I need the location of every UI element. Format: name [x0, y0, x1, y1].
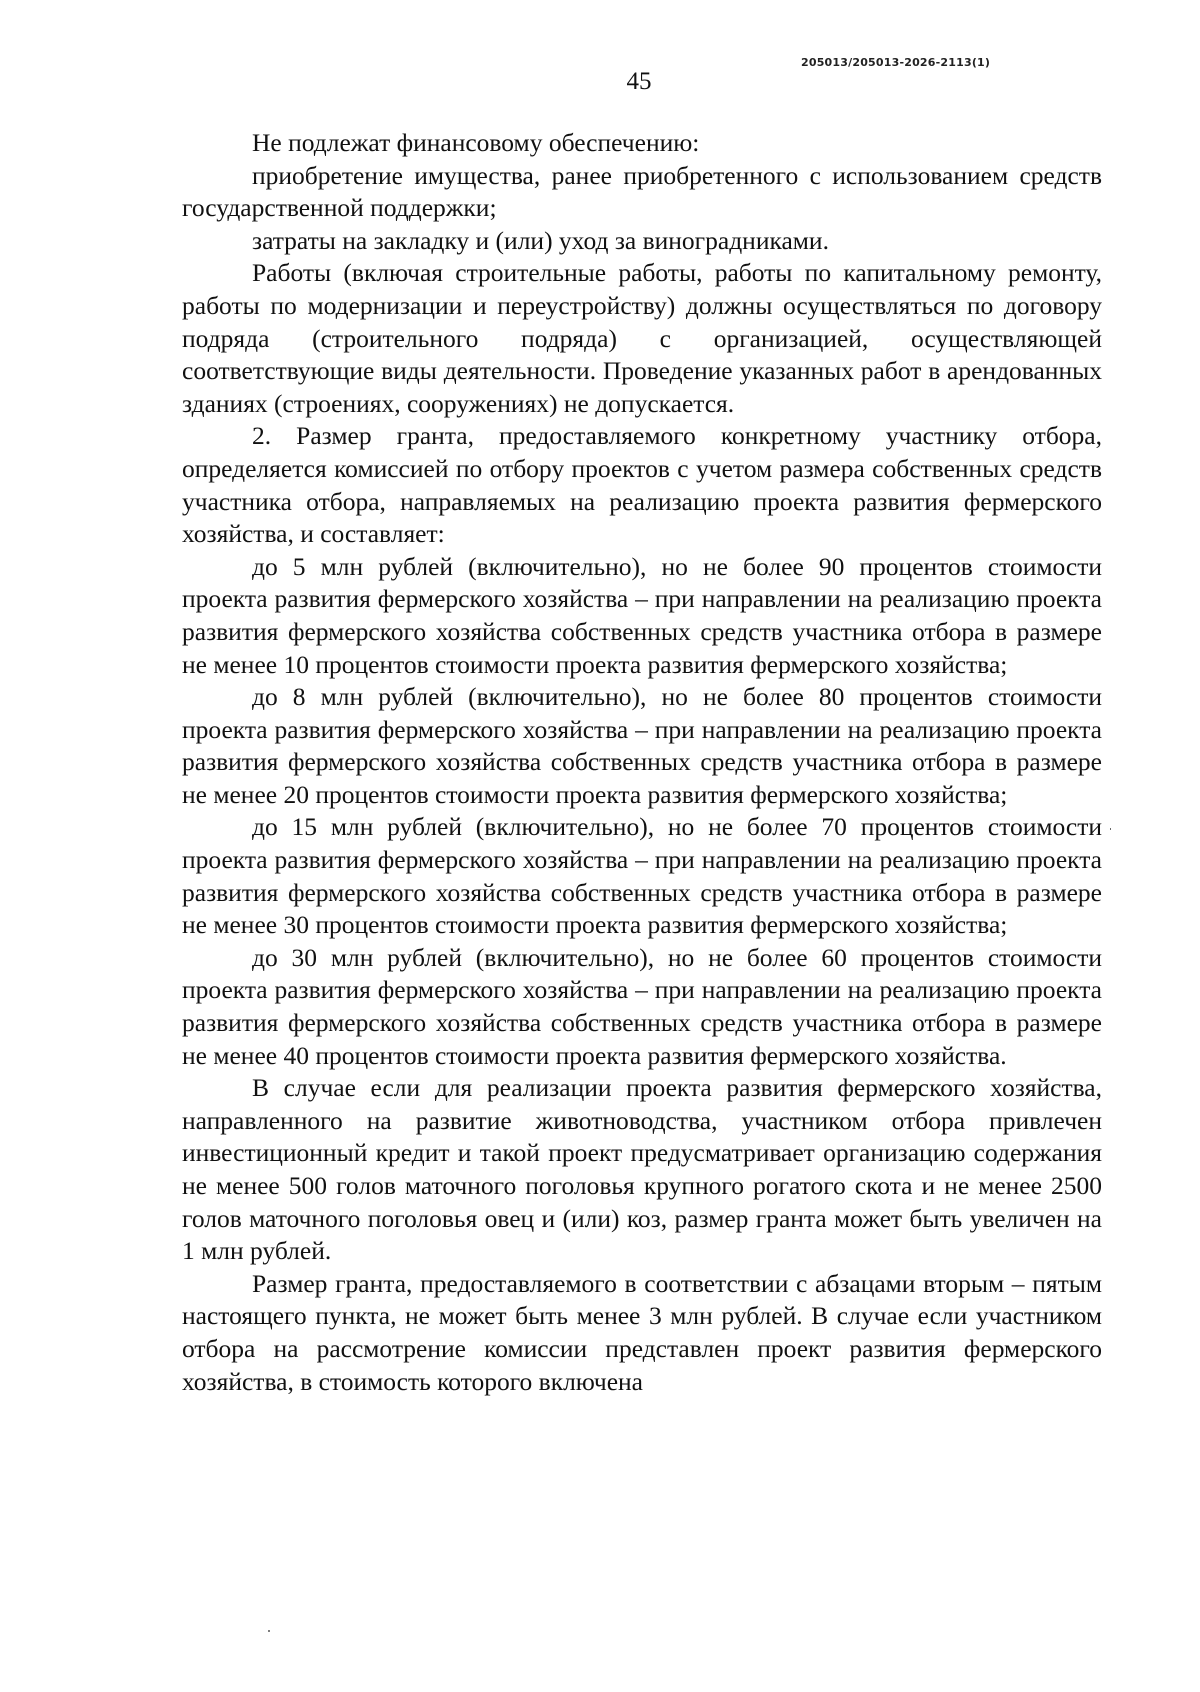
paragraph: до 5 млн рублей (включительно), но не более 90 процентов стоимости проекта развития фермерского хозяйства – при направлении на реализацию проекта развития фермерского хозяйства собственных средств участника отбора в размере не менее 10 процентов стоимости проекта развития фермерского хозяйства; [182, 551, 1102, 679]
paragraph: Не подлежат финансовому обеспечению: [252, 128, 700, 157]
paragraph: затраты на закладку и (или) уход за виноградниками. [252, 225, 829, 255]
paragraph: до 8 млн рублей (включительно), но не более 80 процентов стоимости проекта развития фермерского хозяйства – при направлении на реализацию проекта развития фермерского хозяйства собственных средств участника отбора в размере не менее 20 процентов стоимости проекта развития фермерского хозяйства; [182, 682, 1102, 809]
paragraph: Размер гранта, предоставляемого в соответствии с абзацами вторым – пятым настоящего пункта, не может быть менее 3 млн рублей. В случае если участником отбора на рассмотрение комиссии представлен проект развития фермерского хозяйства, в стоимость которого включена [182, 1268, 1102, 1396]
document-id: 205013/205013-2026-2113(1) [801, 56, 991, 69]
scan-speck [1110, 828, 1111, 830]
paragraph: приобретение имущества, ранее приобретенного с использованием средств государственной поддержки; [182, 160, 1102, 223]
paragraph: 2. Размер гранта, предоставляемого конкретному участнику отбора, определяется комиссией по отбору проектов с учетом размера собственных средств участника отбора, направляемых на реализацию проекта развития фермерского хозяйства, и составляет: [182, 421, 1102, 549]
paragraph: В случае если для реализации проекта развития фермерского хозяйства, направленного на развитие животноводства, участником отбора привлечен инвестиционный кредит и такой проект предусматривает организацию содержания не менее 500 голов маточного поголовья крупного рогатого скота и не менее 2500 голов маточного поголовья овец и (или) коз, размер гранта может быть увеличен на 1 млн рублей. [182, 1073, 1102, 1266]
paragraph: до 15 млн рублей (включительно), но не более 70 процентов стоимости проекта развития фермерского хозяйства – при направлении на реализацию проекта развития фермерского хозяйства собственных средств участника отбора в размере не менее 30 процентов стоимости проекта развития фермерского хозяйства; [182, 812, 1102, 940]
paragraph: до 30 млн рублей (включительно), но не более 60 процентов стоимости проекта развития фермерского хозяйства – при направлении на реализацию проекта развития фермерского хозяйства собственных средств участника отбора в размере не менее 40 процентов стоимости проекта развития фермерского хозяйства. [182, 942, 1102, 1070]
document-body [182, 127, 1102, 1398]
paragraph: Работы (включая строительные работы, работы по капитальному ремонту, работы по модернизации и переустройству) должны осуществляться по договору подряда (строительного подряда) с организацией, осуществляющей соответствующие виды деятельности. Проведение указанных работ в арендованных зданиях (строениях, сооружениях) не допускается. [182, 258, 1102, 418]
scan-speck [268, 1630, 270, 1632]
page-number: 45 [626, 68, 652, 95]
